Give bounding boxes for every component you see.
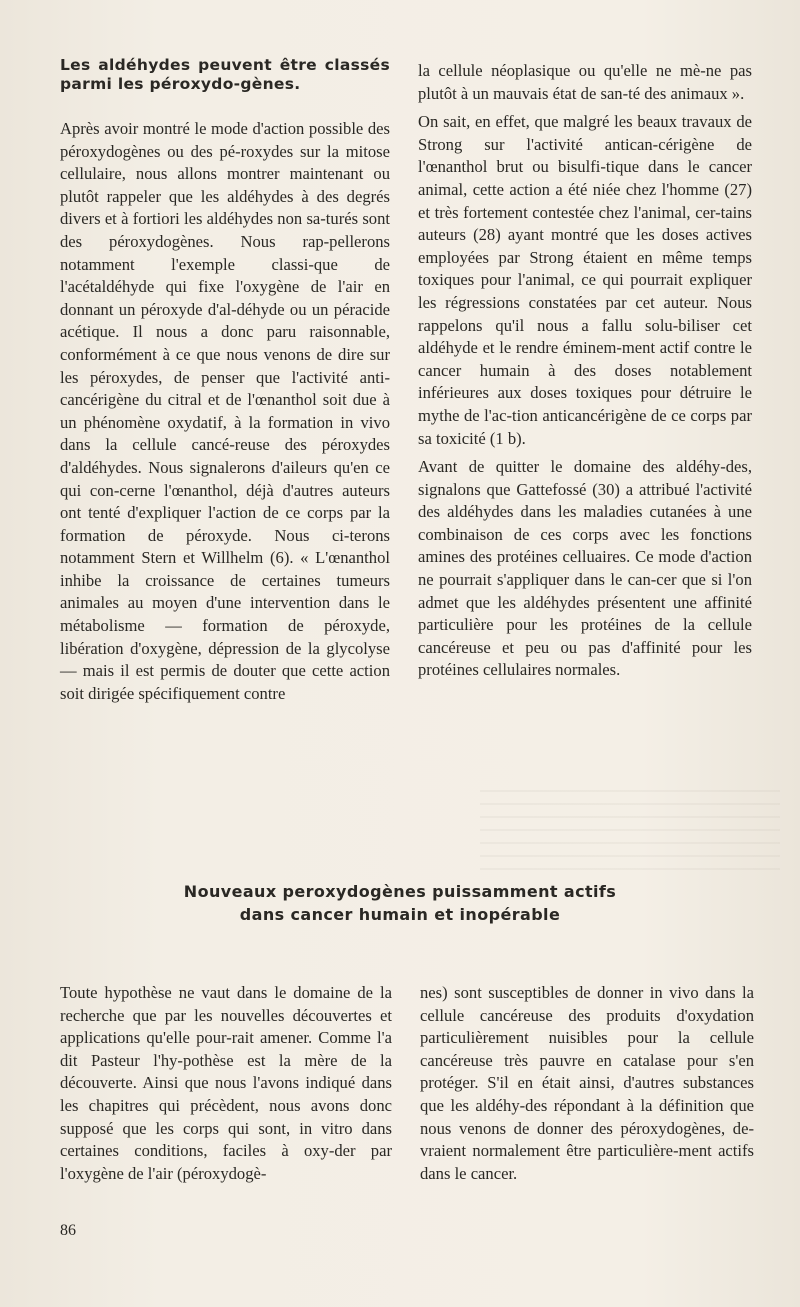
right-column-bottom (420, 982, 754, 1191)
page-number: 86 (60, 1222, 76, 1239)
paragraph: la cellule néoplasique ou qu'elle ne mè-ne pas plutôt à un mauvais état de san-té des animaux ». (418, 61, 752, 103)
section-title-line-2: dans cancer humain et inopérable (239, 905, 561, 924)
right-column-top (418, 60, 752, 688)
paragraph: Toute hypothèse ne vaut dans le domaine de la recherche que par les nouvelles découvertes et applications qu'elle pour-rait amener. Comme l'a dit Pasteur l'hy-pothèse est la mère de la découverte. Ainsi que nous l'avons indiqué dans les chapitres qui précèdent, nous avons donc supposé que les corps qui sont, in vitro dans certaines conditions, faciles à oxy-der par l'oxygène de l'air (péroxydogè- (60, 983, 392, 1183)
paragraph: nes) sont susceptibles de donner in vivo dans la cellule cancéreuse des produits d'oxydation particulièrement nuisibles pour la cellule cancéreuse très pauvre en catalase pour s'en protéger. S'il en était ainsi, d'autres substances que les aldéhy-des répondant à la définition que nous venons de donner des péroxydogènes, de-vraient normalement être particulière-ment actifs dans le cancer. (420, 983, 754, 1183)
section-title-line-1: Nouveaux peroxydogènes puissamment actifs (183, 882, 617, 901)
paragraph: Après avoir montré le mode d'action possible des péroxydogènes ou des pé-roxydes sur la mitose cellulaire, nous allons montrer maintenant ou plutôt rappeler que les aldéhydes à des degrés divers et à fortiori les aldéhydes non sa-turés sont des péroxydogènes. Nous rap-pellerons notamment l'exemple classi-que de l'acétaldéhyde qui fixe l'oxygène de l'air en donnant un péroxyde d'al-déhyde ou un péracide acétique. Il nous a donc paru raisonnable, conformément à ce que nous venons de dire sur les péroxydes, de penser que l'activité anti-cancérigène du citral et de l'œnanthol soit due à un phénomène oxydatif, à la formation in vivo dans la cellule cancé-reuse des péroxydes d'aldéhydes. Nous signalerons d'aileurs qu'en ce qui con-cerne l'œnanthol, déjà d'autres auteurs ont tenté d'expliquer l'action de ce corps par la formation de péroxyde. Nous ci-terons notamment Stern et Willhelm (6). « L'œnanthol inhibe la croissance de certaines tumeurs animales au moyen d'une intervention dans le métabolisme — formation de péroxyde, libération d'oxygène, dépression de la glycolyse — mais il est permis de douter que cette action soit dirigée spécifiquement contre (60, 119, 390, 703)
left-column-bottom (60, 982, 392, 1191)
subsection-heading: Les aldéhydes peuvent être classés parmi les péroxydo-gènes. (60, 56, 390, 93)
show-through-text (480, 790, 780, 880)
paragraph: Avant de quitter le domaine des aldéhy-des, signalons que Gattefossé (30) a attribué l'activité des aldéhydes dans les maladies cutanées à une combinaison de ces corps avec les fonctions amines des protéines celluaires. Ce mode d'action ne pourrait s'appliquer dans le can-cer que si l'on admet que les aldéhydes présentent une affinité particulière pour les protéines de la cellule cancéreuse et peu ou pas d'affinité pour les protéines cellulaires normales. (418, 457, 752, 680)
paragraph: On sait, en effet, que malgré les beaux travaux de Strong sur l'activité antican-cérigène de l'œnanthol brut ou bisulfi-tique dans le cancer animal, cette action a été niée chez l'homme (27) et très fortement contestée chez l'animal, cer-tains auteurs (28) ayant montré que les doses actives employées par Strong étaient en même temps toxiques pour l'animal, ce qui pourrait expliquer les régressions constatées par cet auteur. Nous rappelons qu'il nous a fallu solu-biliser cet aldéhyde et le rendre éminem-ment actif contre le cancer humain à des doses notablement inférieures aux doses toxiques pour détruire le mythe de l'ac-tion anticancérigène de ce corps par sa toxicité (1 b). (418, 112, 752, 448)
left-column-top (60, 56, 390, 711)
section-title (100, 880, 700, 926)
